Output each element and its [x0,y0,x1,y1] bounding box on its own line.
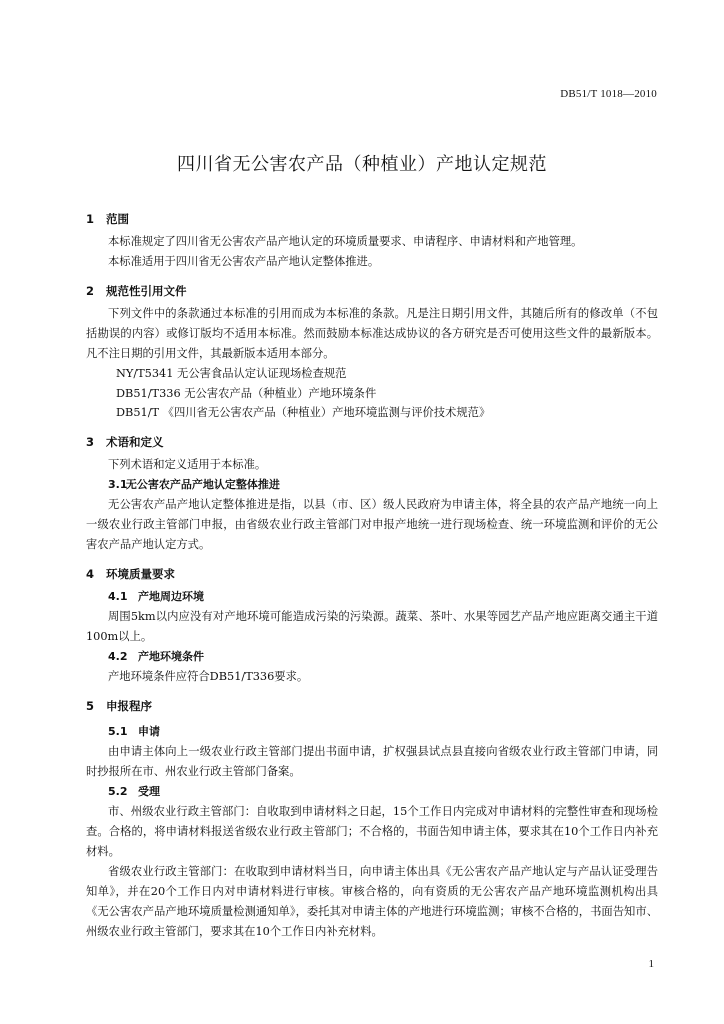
section-number: 5 [86,698,95,713]
subsection-heading-5-1 [86,722,658,742]
subsection-number: 5.2 [108,784,128,798]
paragraph: 本标准适用于四川省无公害农产品产地认定整体推进。 [108,255,380,268]
subsection-number: 4.1 [108,589,128,603]
reference-item: NY/T5341 无公害食品认定认证现场检查规范 [116,367,347,380]
subsection-heading-5-2 [86,782,658,802]
paragraph: 本标准规定了四川省无公害农产品产地认定的环境质量要求、申请程序、申请材料和产地管理。 [108,235,583,248]
section-title: 范围 [106,212,129,226]
section-heading-4 [86,561,658,587]
reference-item: DB51/T 《四川省无公害农产品（种植业）产地环境监测与评价技术规范》 [116,406,491,419]
section-heading-5 [86,693,658,719]
section-number: 2 [86,284,95,298]
subsection-heading-4-1 [86,587,658,607]
standard-code: DB51/T 1018—2010 [560,88,657,100]
subsection-title: 产地周边环境 [138,589,204,603]
subsection-title: 申请 [138,724,160,738]
subsection-heading-4-2 [86,647,658,667]
section-number: 1 [86,212,95,226]
subsection-number: 4.2 [108,649,128,663]
paragraph: 周围5km以内应没有对产地环境可能造成污染的污染源。蔬菜、茶叶、水果等园艺产品产地应距离交通主干道100m以上。 [86,609,658,643]
subsection-title: 产地环境条件 [138,649,204,663]
subsection-number: 3.1 [108,477,128,491]
section-title: 规范性引用文件 [106,284,187,298]
paragraph: 产地环境条件应符合DB51/T336要求。 [108,669,309,683]
subsection-heading-3-1 [86,475,658,495]
section-number: 3 [86,434,95,449]
paragraph: 市、州级农业行政主管部门：自收取到申请材料之日起，15个工作日内完成对申请材料的完整性审查和现场检查。合格的，将申请材料报送省级农业行政主管部门；不合格的，书面告知申请主体，要求其在10个工作日内补充材料。 [86,804,658,858]
section-heading-2 [86,278,658,304]
section-title: 环境质量要求 [106,566,175,581]
paragraph: 无公害农产品产地认定整体推进是指，以县（市、区）级人民政府为申请主体，将全县的农产品产地统一向上一级农业行政主管部门申报，由省级农业行政主管部门对申报产地统一进行现场检查、统一环境监测和评价的无公害农产品产地认定方式。 [86,497,658,551]
paragraph: 下列术语和定义适用于本标准。 [108,457,267,471]
subsection-title: 受理 [138,784,160,798]
subsection-number: 5.1 [108,724,128,738]
paragraph: 由申请主体向上一级农业行政主管部门提出书面申请，扩权强县试点县直接向省级农业行政主管部门申请，同时抄报所在市、州农业行政主管部门备案。 [86,744,658,778]
page-number: 1 [648,958,654,970]
section-heading-3 [86,429,658,455]
paragraph: 省级农业行政主管部门：在收取到申请材料当日，向申请主体出具《无公害农产品产地认定与产品认证受理告知单》，并在20个工作日内对申请材料进行审核。审核合格的，向有资质的无公害农产品产地环境监测机构出具《无公害农产品产地环境质量检测通知单》，委托其对申请主体的产地进行环境监测；审核不合格的，书面告知市、州级农业行政主管部门，要求其在10个工作日内补充材料。 [86,864,658,938]
document-title: 四川省无公害农产品（种植业）产地认定规范 [177,154,547,175]
section-number: 4 [86,566,95,581]
section-heading-1 [86,206,658,232]
subsection-title: 无公害农产品产地认定整体推进 [125,477,280,491]
section-title: 术语和定义 [106,434,164,449]
section-title: 申报程序 [106,698,152,713]
document-body [86,206,658,942]
reference-item: DB51/T336 无公害农产品（种植业）产地环境条件 [116,386,377,400]
paragraph: 下列文件中的条款通过本标准的引用而成为本标准的条款。凡是注日期引用文件，其随后所有的修改单（不包括勘误的内容）或修订版均不适用本标准。然而鼓励本标准达成协议的各方研究是否可使用这些文件的最新版本。凡不注日期的引用文件，其最新版本适用本部分。 [86,307,658,360]
